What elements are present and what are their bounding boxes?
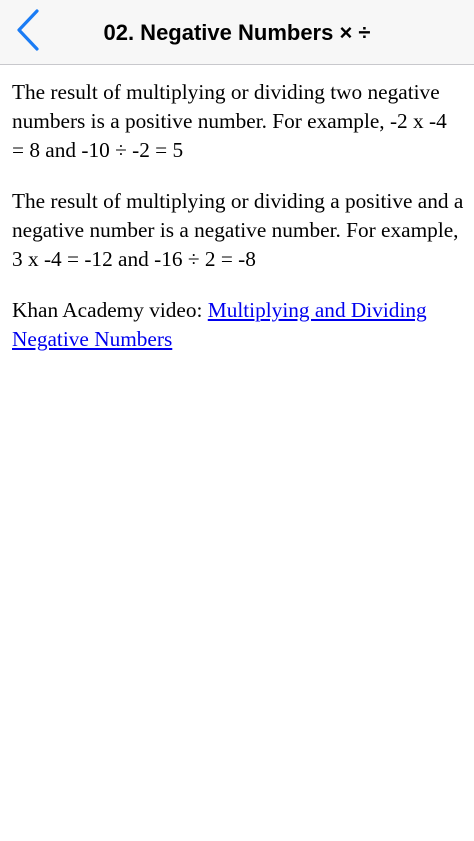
- navigation-bar: [0, 0, 474, 65]
- video-label: Khan Academy video:: [12, 298, 208, 322]
- video-link[interactable]: Multiplying and Dividing Negative Numbers: [12, 298, 427, 351]
- article-content: [12, 78, 464, 376]
- paragraph-positive-and-negative: The result of multiplying or dividing a positive and a negative number is a negative number. For example, 3 x -4 = -12 and -16 ÷ 2 = -8: [12, 189, 464, 271]
- back-button[interactable]: [8, 8, 48, 56]
- paragraph-two-negatives: The result of multiplying or dividing two negative numbers is a positive number. For example, -2 x -4 = 8 and -10 ÷ -2 = 5: [12, 80, 447, 162]
- video-reference: [12, 296, 464, 354]
- page-title: 02. Negative Numbers × ÷: [103, 20, 371, 45]
- chevron-left-icon: [15, 8, 41, 57]
